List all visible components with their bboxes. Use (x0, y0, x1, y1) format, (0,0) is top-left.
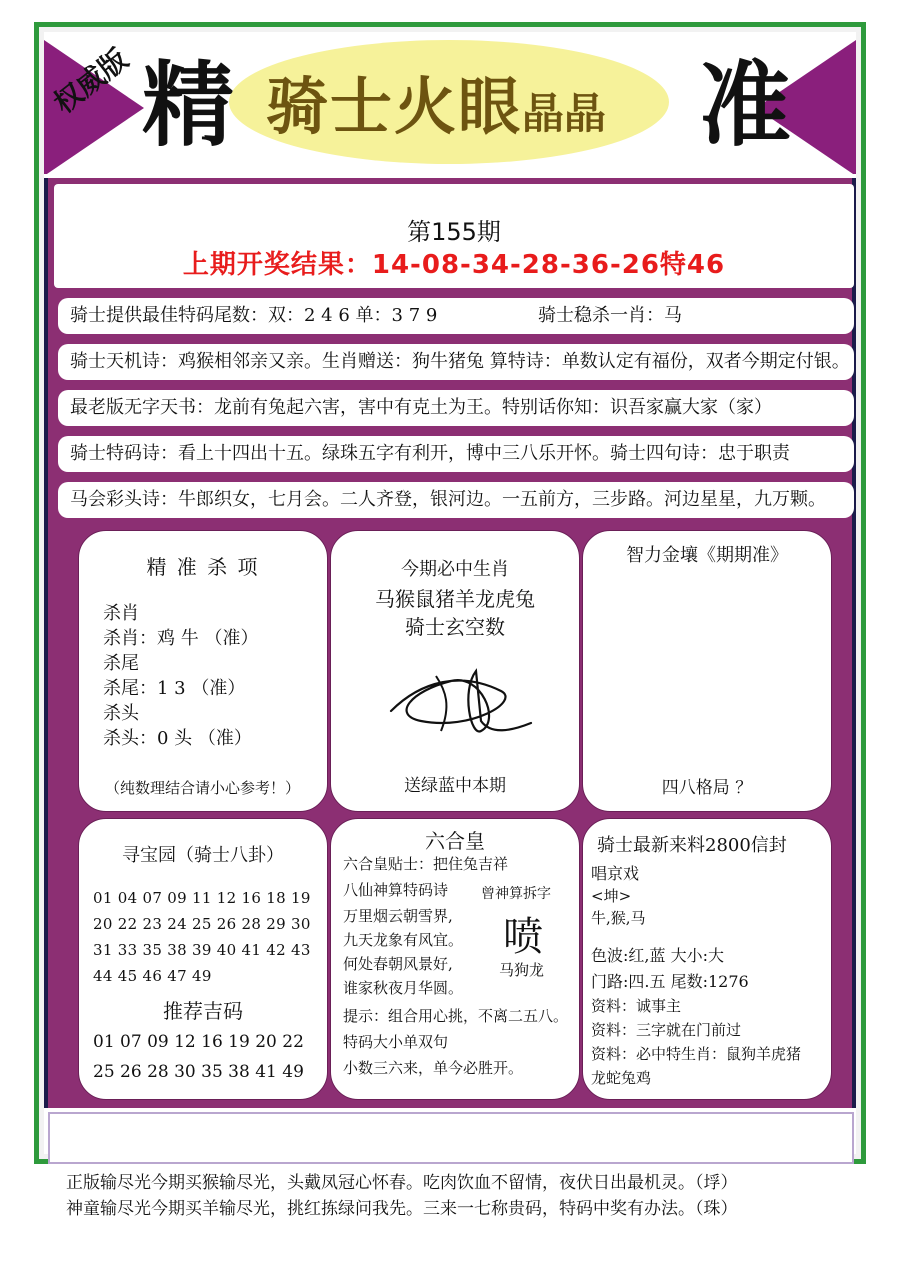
lhh-size-line: 小数三六来，单今必胜开。 (343, 1059, 524, 1077)
row-jockey-poem: 马会彩头诗：牛郎织女，七月会。二人齐登，银河边。一五前方，三步路。河边星星，九万颗。 (58, 482, 854, 518)
content-area (44, 178, 856, 1108)
wisdom-box (582, 530, 832, 812)
kill-head-value: 杀头：0 头 （准） (103, 728, 252, 749)
footer-line-1: 正版输尽光今期买猴输尽光，头戴凤冠心怀春。吃肉饮血不留情，夜伏日出最机灵。（垺） (66, 1173, 738, 1193)
lhh-poem-line-2: 九天龙象有风宜。 (343, 931, 464, 949)
lhh-size-title: 特码大小单双句 (343, 1033, 449, 1051)
lhh-poem-line-1: 万里烟云朝雪界, (343, 907, 453, 925)
lhh-tip: 六合皇贴士：把住兔吉祥 (343, 855, 509, 873)
header (44, 32, 856, 174)
header-title-small: 晶晶 (522, 89, 607, 138)
lhh-poem-title: 八仙神算特码诗 (343, 881, 449, 899)
kill-head-label: 杀头 (103, 703, 139, 724)
letter-line-3: 牛,猴,马 (591, 909, 646, 927)
wisdom-box-bottom: 四八格局 ？ (661, 778, 753, 798)
wisdom-box-title: 智力金壤《期期准》 (626, 545, 788, 566)
letter-line-9: 龙蛇兔鸡 (591, 1069, 652, 1087)
letter-box-title: 骑士最新来料2800信封 (597, 835, 787, 856)
issue-number: 第155期 (407, 218, 501, 246)
kill-zodiac-label: 杀肖 (103, 603, 139, 624)
lhh-poem-line-4: 谁家秋夜月华圆。 (343, 979, 464, 997)
letter-box (582, 818, 832, 1100)
signature-scribble (381, 651, 541, 741)
page-inner (44, 32, 856, 1154)
result-banner (54, 184, 854, 288)
zodiac-box-bottom: 送绿蓝中本期 (404, 776, 506, 796)
row-heaven-poem: 骑士天机诗：鸡猴相邻亲又亲。生肖赠送：狗牛猪兔 算特诗：单数认定有福份，双者今期定付银。 (58, 344, 854, 380)
tail-numbers-text: 骑士提供最佳特码尾数：双：2 4 6 单：3 7 9 (70, 305, 438, 326)
letter-line-7: 资料：三字就在门前过 (591, 1021, 742, 1039)
letter-line-8: 资料：必中特生肖：鼠狗羊虎猪 (591, 1045, 802, 1063)
bottom-blank-panel (48, 1112, 854, 1164)
liuhehuang-box (330, 818, 580, 1100)
recommend-title: 推荐吉码 (163, 999, 243, 1023)
header-title (266, 70, 607, 143)
kill-box (78, 530, 328, 812)
treasure-numbers: 01 04 07 09 11 12 16 18 19 20 22 23 24 25 26 28 29 30 31 33 35 38 39 40 41 42 43 44 45 46 47 49 (93, 889, 311, 985)
zodiac-subtitle: 骑士玄空数 (405, 615, 505, 639)
kill-tail-value: 杀尾：1 3 （准） (103, 678, 246, 699)
kill-zodiac-text: 骑士稳杀一肖：马 (538, 305, 682, 326)
page-frame (34, 22, 866, 1164)
header-right-char: 准 (699, 52, 792, 159)
kill-box-title: 精 准 杀 项 (146, 555, 260, 579)
zodiac-box-title: 今期必中生肖 (401, 559, 509, 580)
row-heaven-book: 最老版无字天书：龙前有兔起六害，害中有克土为王。特别话你知：识吾家赢大家（家） (58, 390, 854, 426)
zodiac-list: 马猴鼠猪羊龙虎兔 (375, 587, 535, 611)
letter-line-1: 唱京戏 (591, 864, 640, 883)
header-title-main: 骑士火眼 (266, 70, 523, 143)
lhh-hint: 提示：组合用心挑，不离二五八。 (343, 1007, 569, 1025)
lhh-poem-line-3: 何处春朝风景好, (343, 955, 453, 973)
letter-line-4: 色波:红,蓝 大小:大 (591, 946, 724, 965)
treasure-box (78, 818, 328, 1100)
row-special-poem: 骑士特码诗：看上十四出十五。绿珠五字有利开，博中三八乐开怀。骑士四句诗：忠于职责 (58, 436, 854, 472)
edition-badge: 权威版 (47, 42, 135, 121)
last-result: 上期开奖结果：14-08-34-28-36-26特46 (182, 250, 726, 280)
header-left-char: 精 (142, 52, 235, 159)
footer-line-2: 神童输尽光今期买羊输尽光，挑红拣绿问我先。三来一七称贵码，特码中奖有办法。（珠） (66, 1199, 738, 1219)
letter-line-6: 资料：诚事主 (591, 997, 682, 1015)
liuhehuang-title: 六合皇 (425, 829, 485, 853)
kill-box-note: （纯数理结合请小心参考！） (105, 779, 301, 797)
treasure-box-title: 寻宝园（骑士八卦） (122, 845, 284, 866)
zodiac-box (330, 530, 580, 812)
kill-tail-label: 杀尾 (103, 653, 139, 674)
letter-line-5: 门路:四.五 尾数:1276 (591, 972, 749, 991)
lhh-side-zodiac: 马狗龙 (499, 961, 545, 979)
lhh-side-title: 曾神算拆字 (481, 886, 551, 902)
letter-line-2: <坤> (591, 887, 632, 905)
row-tail-numbers (58, 298, 854, 334)
lhh-side-char: 喷 (503, 914, 543, 960)
kill-zodiac-value: 杀肖：鸡 牛 （准） (103, 628, 259, 649)
recommend-numbers: 01 07 09 12 16 19 20 22 25 26 28 30 35 38 41 49 (93, 1032, 304, 1082)
